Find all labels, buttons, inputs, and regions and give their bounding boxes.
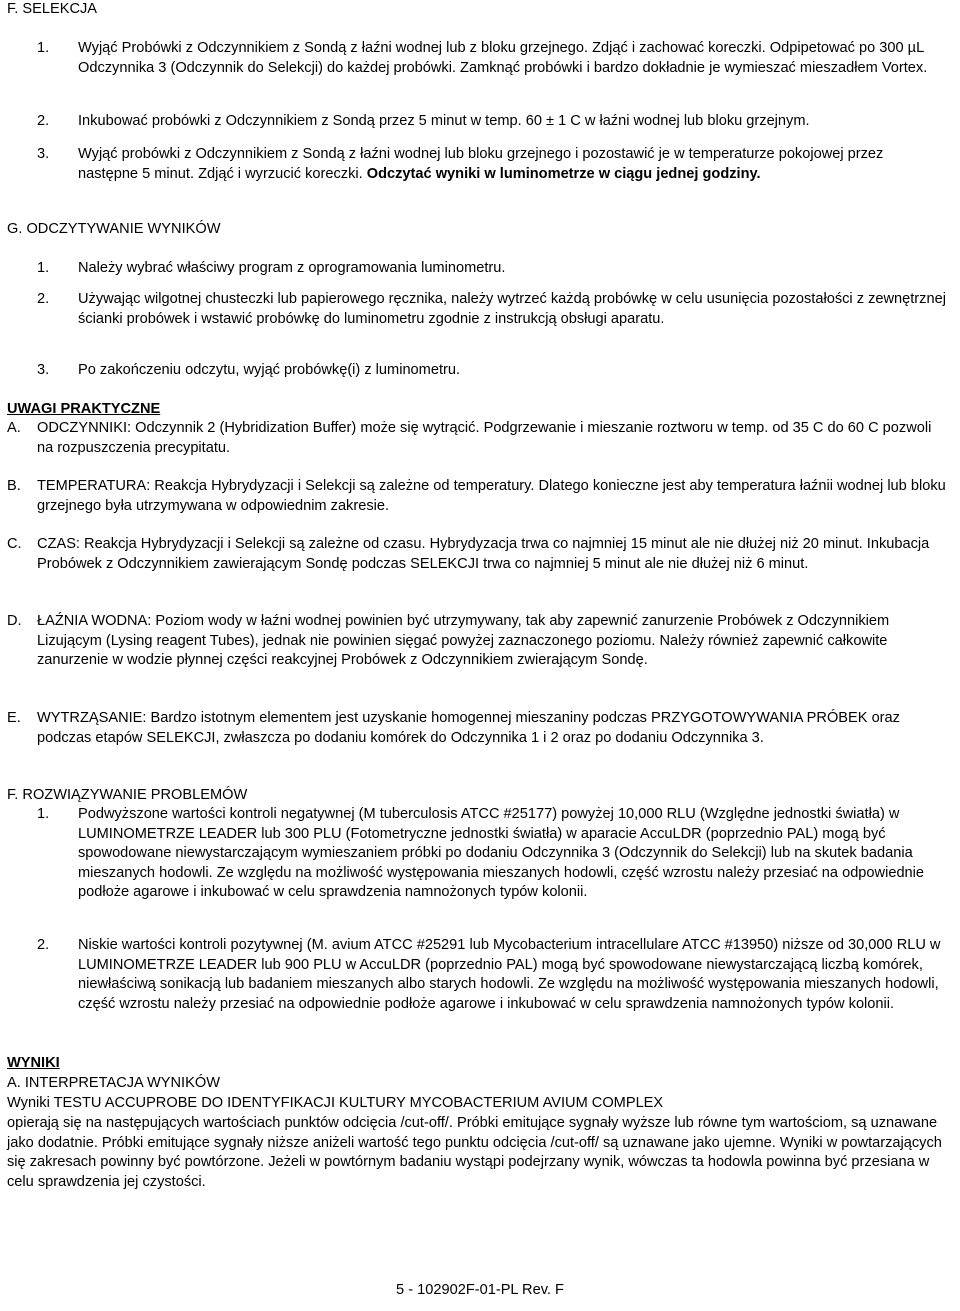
item-number: 2. (37, 291, 50, 307)
item-text: TEMPERATURA: Reakcja Hybrydyzacji i Selekcji są zależne od temperatury. Dlatego konieczne jest aby temperatura łaźnii wodnej lub bloku grzejnego była utrzymywana w odpowiednim zakresie. (37, 478, 946, 514)
item-number: 1. (37, 260, 50, 276)
item-text: Należy wybrać właściwy program z oprogramowania luminometru. (78, 260, 506, 276)
item-letter: E. (7, 710, 21, 726)
item-text (78, 145, 947, 184)
item-number: 2. (37, 937, 50, 953)
section-selekcja-heading: F. SELEKCJA (7, 1, 98, 17)
item-number: 3. (37, 146, 50, 162)
item-text: Po zakończeniu odczytu, wyjąć probówkę(i) z luminometru. (78, 362, 461, 378)
section-rozwiazywanie-heading: F. ROZWIĄZYWANIE PROBLEMÓW (7, 787, 248, 803)
item-number: 2. (37, 113, 50, 129)
item-text: Niskie wartości kontroli pozytywnej (M. avium ATCC #25291 lub Mycobacterium intracellulare ATCC #13950) niższe od 30,000 RLU w LUMINOMETRZE LEADER lub 900 PLU w AccuLDR (poprzednio PAL) mogą być spowodowane niewystarczającą liczbą komórek, niewłaściwą sonikacją lub badaniem mieszanych albo starych hodowli. Ze względu na możliwość występowania mieszanych hodowli, część wzrostu należy przesiać na odpowiednie podłoże agarowe i inkubować w celu sprawdzenia namnożonych typów kolonii. (78, 937, 941, 1012)
item-text: Używając wilgotnej chusteczki lub papierowego ręcznika, należy wytrzeć każdą probówkę w celu usunięcia pozostałości z zewnętrznej ścianki probówek i wstawić probówkę do luminometru zgodnie z instrukcją obsługi aparatu. (78, 291, 946, 327)
item-text: Podwyższone wartości kontroli negatywnej (M tuberculosis ATCC #25177) powyżej 10,000 RLU (Względne jednostki światła) w LUMINOMETRZE LEADER lub 300 PLU (Fotometryczne jednostki światła) w aparacie AccuLDR (poprzednio PAL) mogą być spowodowane niewystarczającym wymieszaniem próbki po dodaniu Odczynnika 3 (Odczynnik do Selekcji) lub na skutek badania mieszanych hodowli. Ze względu na możliwość występowania mieszanych hodowli, część wzrostu należy przesiać na odpowiednie podłoże agarowe i inkubować w celu sprawdzenia namnożonych typów kolonii. (78, 806, 925, 901)
item-letter: B. (7, 478, 21, 494)
item-number: 3. (37, 362, 50, 378)
page-footer: 5 - 102902F-01-PL Rev. F (396, 1282, 564, 1298)
item-number: 1. (37, 806, 50, 822)
item-text-plain: Wyjąć probówki z Odczynnikiem z Sondą z łaźni wodnej lub bloku grzejnego i pozostawić je w temperaturze pokojowej przez następne 5 minut. Zdjąć i wyrzucić koreczki. (78, 146, 884, 182)
item-letter: D. (7, 613, 22, 629)
wyniki-paragraph: opierają się na następujących wartościach punktów odcięcia /cut-off/. Próbki emitujące sygnały wyższe lub równe tym wartościom, są uznawane jako dodatnie. Próbki emitujące sygnały niższe aniżeli wartość tego punktu odcięcia /cut-off/ są uznawane jako ujemne. Wyniki w powtarzających się zakresach powinny być powtórzone. Jeżeli w powtórnym badaniu wystąpi podejrzany wynik, wówczas ta hodowla powinna być przesiana w celu sprawdzenia jej czystości. (7, 1115, 942, 1190)
section-odczytywanie-heading: G. ODCZYTYWANIE WYNIKÓW (7, 221, 221, 237)
wyniki-title-line: Wyniki TESTU ACCUPROBE DO IDENTYFIKACJI KULTURY MYCOBACTERIUM AVIUM COMPLEX (7, 1095, 664, 1111)
section-uwagi-heading: UWAGI PRAKTYCZNE (7, 401, 161, 417)
section-wyniki-heading: WYNIKI (7, 1055, 60, 1071)
item-text: CZAS: Reakcja Hybrydyzacji i Selekcji są zależne od czasu. Hybrydyzacja trwa co najmniej 15 minut ale nie dłużej niż 20 minut. Inkubacja Probówek z Odczynnikiem zawierającym Sondę podczas SELEKCJI trwa co najmniej 5 minut ale nie dłużej niż 6 minut. (37, 536, 930, 572)
item-text: Inkubować probówki z Odczynnikiem z Sondą przez 5 minut w temp. 60 ± 1 C w łaźni wodnej lub bloku grzejnym. (78, 113, 810, 129)
item-text: Wyjąć Probówki z Odczynnikiem z Sondą z łaźni wodnej lub z bloku grzejnego. Zdjąć i zachować koreczki. Odpipetować po 300 µL Odczynnika 3 (Odczynnik do Selekcji) do każdej probówki. Zamknąć probówki i bardzo dokładnie je wymieszać mieszadłem Vortex. (78, 40, 928, 76)
item-number: 1. (37, 40, 50, 56)
wyniki-subheading: A. INTERPRETACJA WYNIKÓW (7, 1075, 220, 1091)
item-letter: A. (7, 420, 21, 436)
item-text: ODCZYNNIKI: Odczynnik 2 (Hybridization Buffer) może się wytrącić. Podgrzewanie i mieszanie roztworu w temp. od 35 C do 60 C pozwoli na rozpuszczenia precypitatu. (37, 420, 932, 456)
item-letter: C. (7, 536, 22, 552)
item-text-bold: Odczytać wyniki w luminometrze w ciągu jednej godziny. (366, 165, 761, 182)
item-text: WYTRZĄSANIE: Bardzo istotnym elementem jest uzyskanie homogennej mieszaniny podczas PRZYGOTOWYWANIA PRÓBEK oraz podczas etapów SELEKCJI, zwłaszcza po dodaniu komórek do Odczynnika 1 i 2 oraz po dodaniu Odczynnika 3. (37, 710, 900, 746)
item-text: ŁAŹNIA WODNA: Poziom wody w łaźni wodnej powinien być utrzymywany, tak aby zapewnić zanurzenie Probówek z Odczynnikiem Lizującym (Lysing reagent Tubes), jednak nie powinien sięgać powyżej zaznaczonego poziomu. Należy również zapewnić całkowite zanurzenie w wodzie płynnej części reakcyjnej Probówek z Odczynnikiem zwierającym Sondę. (37, 613, 890, 669)
